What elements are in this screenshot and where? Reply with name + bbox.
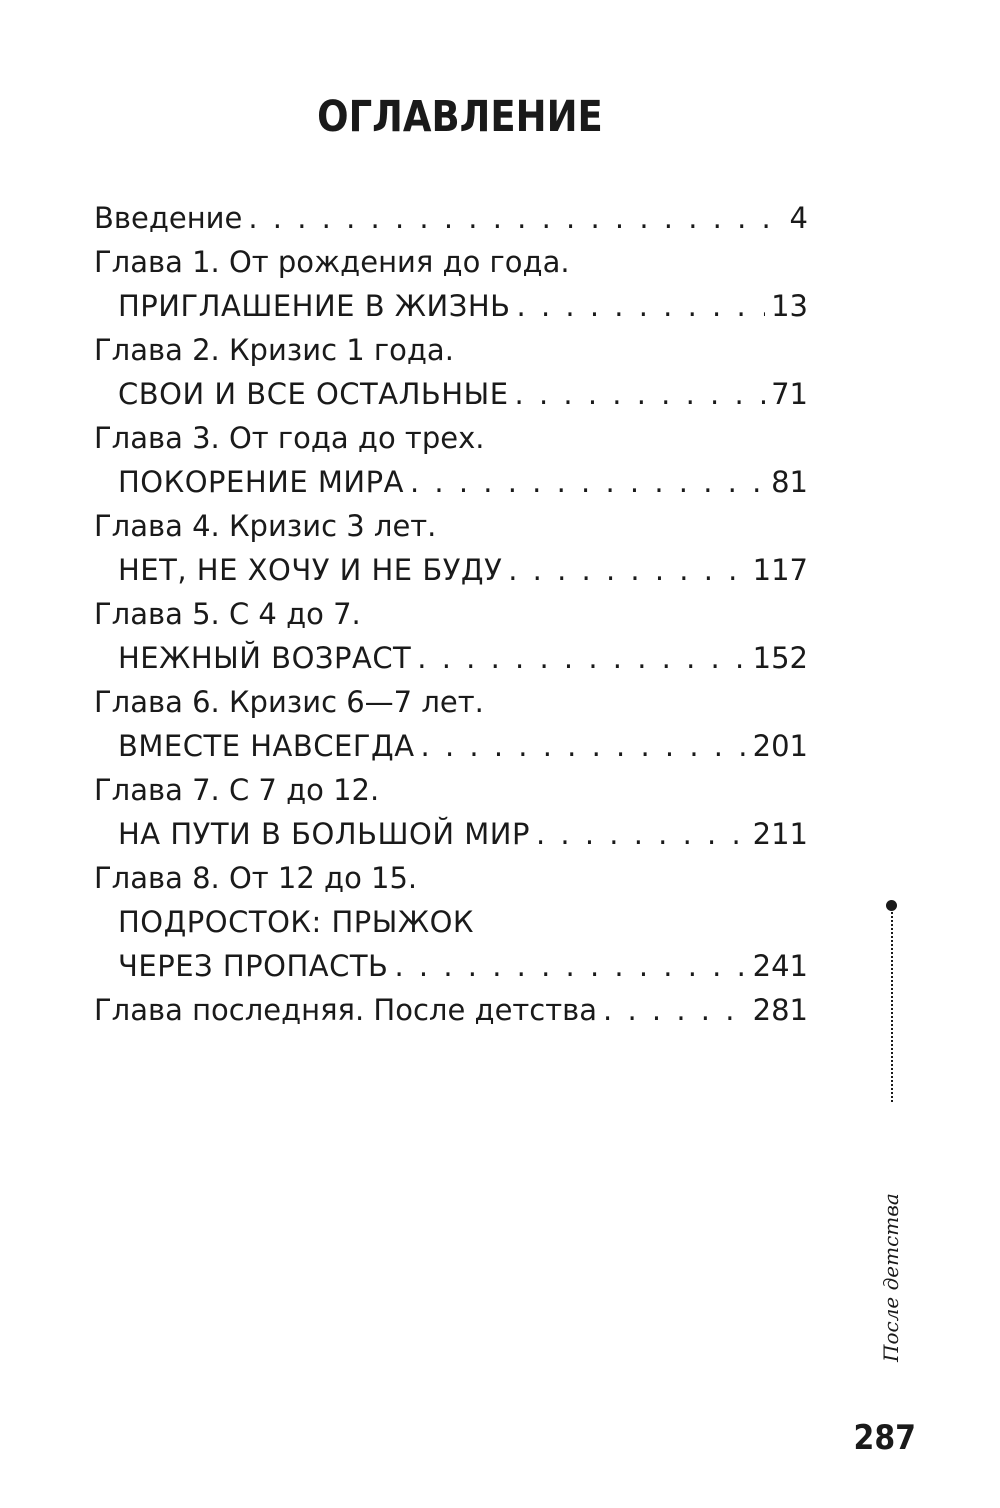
toc-entry-ch4 [94, 548, 808, 592]
toc-entry-ch6 [94, 724, 808, 768]
running-head [872, 900, 912, 1380]
toc-chapter-heading [94, 504, 808, 548]
toc-chapter-heading-text: Глава 4. Кризис 3 лет. [94, 509, 437, 543]
dot-leader [536, 812, 747, 856]
toc-entry-page: 281 [752, 993, 808, 1027]
toc-chapter-heading [94, 416, 808, 460]
toc-entry-label: ЧЕРЕЗ ПРОПАСТЬ [118, 949, 389, 983]
page-number: 287 [853, 1418, 916, 1458]
toc-entry-page: 201 [752, 729, 808, 763]
page-title: ОГЛАВЛЕНИЕ [317, 92, 603, 142]
bullet-icon [886, 900, 897, 911]
toc-chapter-heading-text: Глава 8. От 12 до 15. [94, 861, 418, 895]
toc-entry-label: Введение [94, 201, 243, 235]
toc-entry-label: НЕЖНЫЙ ВОЗРАСТ [118, 641, 412, 675]
toc-entry-label: НЕТ, НЕ ХОЧУ И НЕ БУДУ [118, 553, 503, 587]
toc-entry-ch3 [94, 460, 808, 504]
toc-entry-ch8 [94, 944, 808, 988]
toc-chapter-heading [94, 680, 808, 724]
toc-chapter-heading-text: Глава 3. От года до трех. [94, 421, 485, 455]
toc-entry-page: 71 [771, 377, 808, 411]
dot-leader [248, 196, 783, 240]
toc-entry-label: Глава последняя. После детства [94, 993, 598, 1027]
dotted-rule [891, 912, 893, 1102]
toc-chapter-heading-text: Глава 2. Кризис 1 года. [94, 333, 454, 367]
toc-entry-ch7 [94, 812, 808, 856]
toc-entry-page: 241 [752, 949, 808, 983]
toc-chapter-heading [94, 768, 808, 812]
toc-entry-label: НА ПУТИ В БОЛЬШОЙ МИР [118, 817, 530, 851]
toc-chapter-heading-text: Глава 6. Кризис 6—7 лет. [94, 685, 484, 719]
toc-chapter-heading [94, 240, 808, 284]
toc-entry-label: ПРИГЛАШЕНИЕ В ЖИЗНЬ [118, 289, 511, 323]
running-head-text: После детства [879, 1193, 903, 1362]
toc-entry-intro [94, 196, 808, 240]
toc-chapter-heading [94, 592, 808, 636]
toc-entry-page: 152 [752, 641, 808, 675]
toc-chapter-heading [94, 328, 808, 372]
dot-leader [508, 548, 746, 592]
toc-entry-label: СВОИ И ВСЕ ОСТАЛЬНЫЕ [118, 377, 509, 411]
toc-subtitle-line [94, 900, 808, 944]
toc-entry-ch2 [94, 372, 808, 416]
toc-entry-last [94, 988, 808, 1032]
toc-entry-page: 211 [752, 817, 808, 851]
toc-chapter-heading [94, 856, 808, 900]
toc-chapter-heading-text: Глава 5. С 4 до 7. [94, 597, 361, 631]
dot-leader [515, 372, 766, 416]
table-of-contents [94, 196, 808, 1032]
toc-entry-page: 81 [771, 465, 808, 499]
toc-entry-page: 4 [789, 201, 808, 235]
dot-leader [603, 988, 747, 1032]
toc-entry-label: ПОДРОСТОК: ПРЫЖОК [118, 905, 475, 939]
dot-leader [517, 284, 766, 328]
toc-chapter-heading-text: Глава 1. От рождения до года. [94, 245, 570, 279]
toc-entry-page: 13 [771, 289, 808, 323]
toc-entry-label: ВМЕСТЕ НАВСЕГДА [118, 729, 415, 763]
dot-leader [417, 636, 746, 680]
toc-entry-ch1 [94, 284, 808, 328]
toc-entry-ch5 [94, 636, 808, 680]
toc-chapter-heading-text: Глава 7. С 7 до 12. [94, 773, 380, 807]
toc-entry-label: ПОКОРЕНИЕ МИРА [118, 465, 404, 499]
toc-entry-page: 117 [752, 553, 808, 587]
dot-leader [410, 460, 765, 504]
dot-leader [394, 944, 746, 988]
dot-leader [421, 724, 747, 768]
